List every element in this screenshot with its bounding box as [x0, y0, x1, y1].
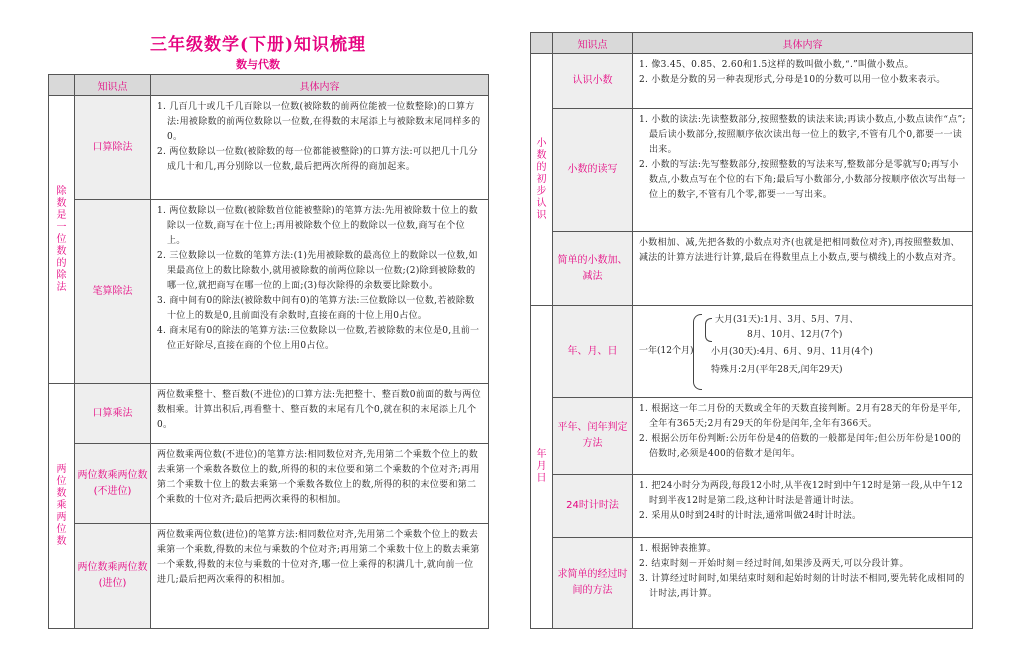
group-multiplication: 两位数乘两位数: [49, 384, 75, 629]
content-line: 两位数乘两位数(进位)的笔算方法:相同数位对齐,先用第二个乘数个位上的数去乘第一个乘数,得数的末位与乘数的个位对齐;再用第二个乘数十位上的数去乘第一个乘数,得数的末位与乘数的十位对齐,哪一位上乘得的积满几十,就向前一位进几;最后把两次乘得的积相加。: [157, 530, 480, 585]
content-leap-year: [633, 398, 973, 475]
special-month-line: 特殊月:2月(平年28天,闰年29天): [711, 365, 843, 376]
big-month-line-2: 8月、10月、12月(7个): [747, 330, 843, 341]
header-topic: 知识点: [75, 75, 151, 96]
group-division: 除数是一位数的除法: [49, 96, 75, 384]
content-line: 小数相加、减,先把各数的小数点对齐(也就是把相同数位对齐),再按照整数加、减法的计算方法进行计算,最后在得数里点上小数点,要与横线上的小数点对齐。: [639, 238, 962, 264]
topic-mult-carry: 两位数乘两位数(进位): [75, 524, 151, 629]
header-blank: [531, 33, 553, 54]
header-blank: [49, 75, 75, 96]
content-line: 2. 小数的写法:先写整数部分,按照整数的写法来写,整数部分是零就写0;再写小数点,小数点写在个位的右下角;最后写小数部分,小数部分按顺序依次写出每一位上的数字,不管有几个零,都要一一写出来。: [639, 159, 966, 200]
content-24-hour: [633, 475, 973, 538]
content-decimal-add-sub: [633, 232, 973, 306]
brace-outer: [693, 314, 702, 390]
content-line: 1. 把24小时分为两段,每段12小时,从半夜12时到中午12时是第一段,从中午12时到半夜12时是第二段,这种计时法是普通计时法。: [639, 481, 963, 507]
content-oral-division: [151, 96, 489, 200]
month-brace-diagram: [639, 310, 966, 392]
document-title: 三年级数学(下册)知识梳理: [149, 35, 367, 55]
content-line: 2. 两位数除以一位数(被除数的每一位都能被整除)的口算方法:可以把几十几分成几十和几,再分别除以一位数,最后把两次所得的商加起来。: [157, 147, 478, 172]
topic-written-division: 笔算除法: [75, 200, 151, 384]
content-line: 1. 根据这一年二月份的天数或全年的天数直接判断。2月有28天的年份是平年,全年有365天;2月有29天的年份是闰年,全年有366天。: [639, 404, 961, 430]
content-oral-multiplication: [151, 384, 489, 444]
content-year-month-day: [633, 306, 973, 398]
header-content: 具体内容: [151, 75, 489, 96]
content-know-decimals: [633, 54, 973, 109]
topic-year-month-day: 年、月、日: [553, 306, 633, 398]
content-line: 4. 商末尾有0的除法的笔算方法:三位数除以一位数,若被除数的末位是0,且前一位正好除尽,直接在商的个位上用0占位。: [157, 326, 480, 351]
topic-oral-division: 口算除法: [75, 96, 151, 200]
topic-read-write-decimals: 小数的读写: [553, 108, 633, 231]
content-elapsed-time: [633, 537, 973, 628]
content-line: 1. 几百几十或几千几百除以一位数(被除数的前两位能被一位数整除)的口算方法:用被除数的前两位数除以一位数,在得数的末尾添上与被除数末尾同样多的0。: [157, 102, 481, 142]
right-knowledge-table: [530, 32, 973, 629]
content-line: 3. 商中间有0的除法(被除数中间有0)的笔算方法:三位数除以一位数,若被除数十位上的数是0,且前面没有余数时,直接在商的十位上用0占位。: [157, 296, 475, 321]
topic-mult-no-carry: 两位数乘两位数(不进位): [75, 444, 151, 524]
group-decimals: 小数的初步认识: [531, 54, 553, 306]
content-mult-carry: [151, 524, 489, 629]
small-month-line: 小月(30天):4月、6月、9月、11月(4个): [711, 347, 873, 358]
group-year-month-day: 年月日: [531, 306, 553, 629]
content-line: 2. 采用从0时到24时的计时法,通常叫做24时计时法。: [639, 511, 862, 522]
content-line: 1. 小数的读法:先读整数部分,按照整数的读法来读;再读小数点,小数点读作“点”;最后读小数部分,按照顺序依次读出每一位上的数字,不管有几个0,都要一一读出来。: [639, 114, 966, 155]
header-topic: 知识点: [553, 33, 633, 54]
content-read-write-decimals: [633, 108, 973, 231]
content-line: 2. 根据公历年份判断:公历年份是4的倍数的一般都是闰年;但公历年份是100的倍数时,必须是400的倍数才是闰年。: [639, 434, 962, 460]
topic-24-hour: 24时计时法: [553, 475, 633, 538]
content-mult-no-carry: [151, 444, 489, 524]
left-knowledge-table: [48, 74, 489, 629]
topic-leap-year: 平年、闰年判定方法: [553, 398, 633, 475]
content-line: 2. 小数是分数的另一种表现形式,分母是10的分数可以用一位小数来表示。: [639, 75, 946, 86]
year-label: 一年(12个月): [639, 346, 694, 357]
header-content: 具体内容: [633, 33, 973, 54]
topic-decimal-add-sub: 简单的小数加、减法: [553, 232, 633, 306]
content-line: 2. 结束时刻－开始时刻＝经过时间,如果涉及两天,可以分段计算。: [639, 558, 909, 569]
topic-elapsed-time: 求简单的经过时间的方法: [553, 537, 633, 628]
brace-inner: [705, 318, 712, 342]
content-line: 两位数乘两位数(不进位)的笔算方法:相同数位对齐,先用第二个乘数个位上的数去乘第一个乘数各数位上的数,所得的积的末位要和第二个乘数的个位对齐;再用第二个乘数十位上的数去乘第一个乘数各数位上的数,所得的积的末位要和第二个乘数的十位对齐;最后把两次乘得的积相加。: [157, 450, 480, 505]
topic-oral-multiplication: 口算乘法: [75, 384, 151, 444]
section-subtitle: 数与代数: [236, 58, 280, 71]
content-line: 3. 计算经过时间时,如果结束时刻和起始时刻的计时法不相同,要先转化成相同的计时法,再计算。: [639, 573, 965, 599]
right-page: [512, 0, 1024, 668]
content-line: 1. 像3.45、0.85、2.60和1.5这样的数叫做小数,“.”叫做小数点。: [639, 60, 914, 71]
big-month-line: 大月(31天):1月、3月、5月、7月、: [715, 315, 859, 326]
content-line: 1. 两位数除以一位数(被除数首位能被整除)的笔算方法:先用被除数十位上的数除以一位数,商写在十位上;再用被除数个位上的数除以一位数,商写在个位上。: [157, 206, 478, 246]
content-line: 两位数乘整十、整百数(不进位)的口算方法:先把整十、整百数0前面的数与两位数相乘。计算出积后,再看整十、整百数的末尾有几个0,就在积的末尾添上几个0。: [157, 390, 481, 430]
content-line: 2. 三位数除以一位数的笔算方法:(1)先用被除数的最高位上的数除以一位数,如果最高位上的数比除数小,就用被除数的前两位除以一位数;(2)除到被除数的哪一位,就把商写在哪一位的上面;(3)每次除得的余数要比除数小。: [157, 251, 478, 291]
content-line: 1. 根据钟表推算。: [639, 543, 717, 554]
content-written-division: [151, 200, 489, 384]
topic-know-decimals: 认识小数: [553, 54, 633, 109]
